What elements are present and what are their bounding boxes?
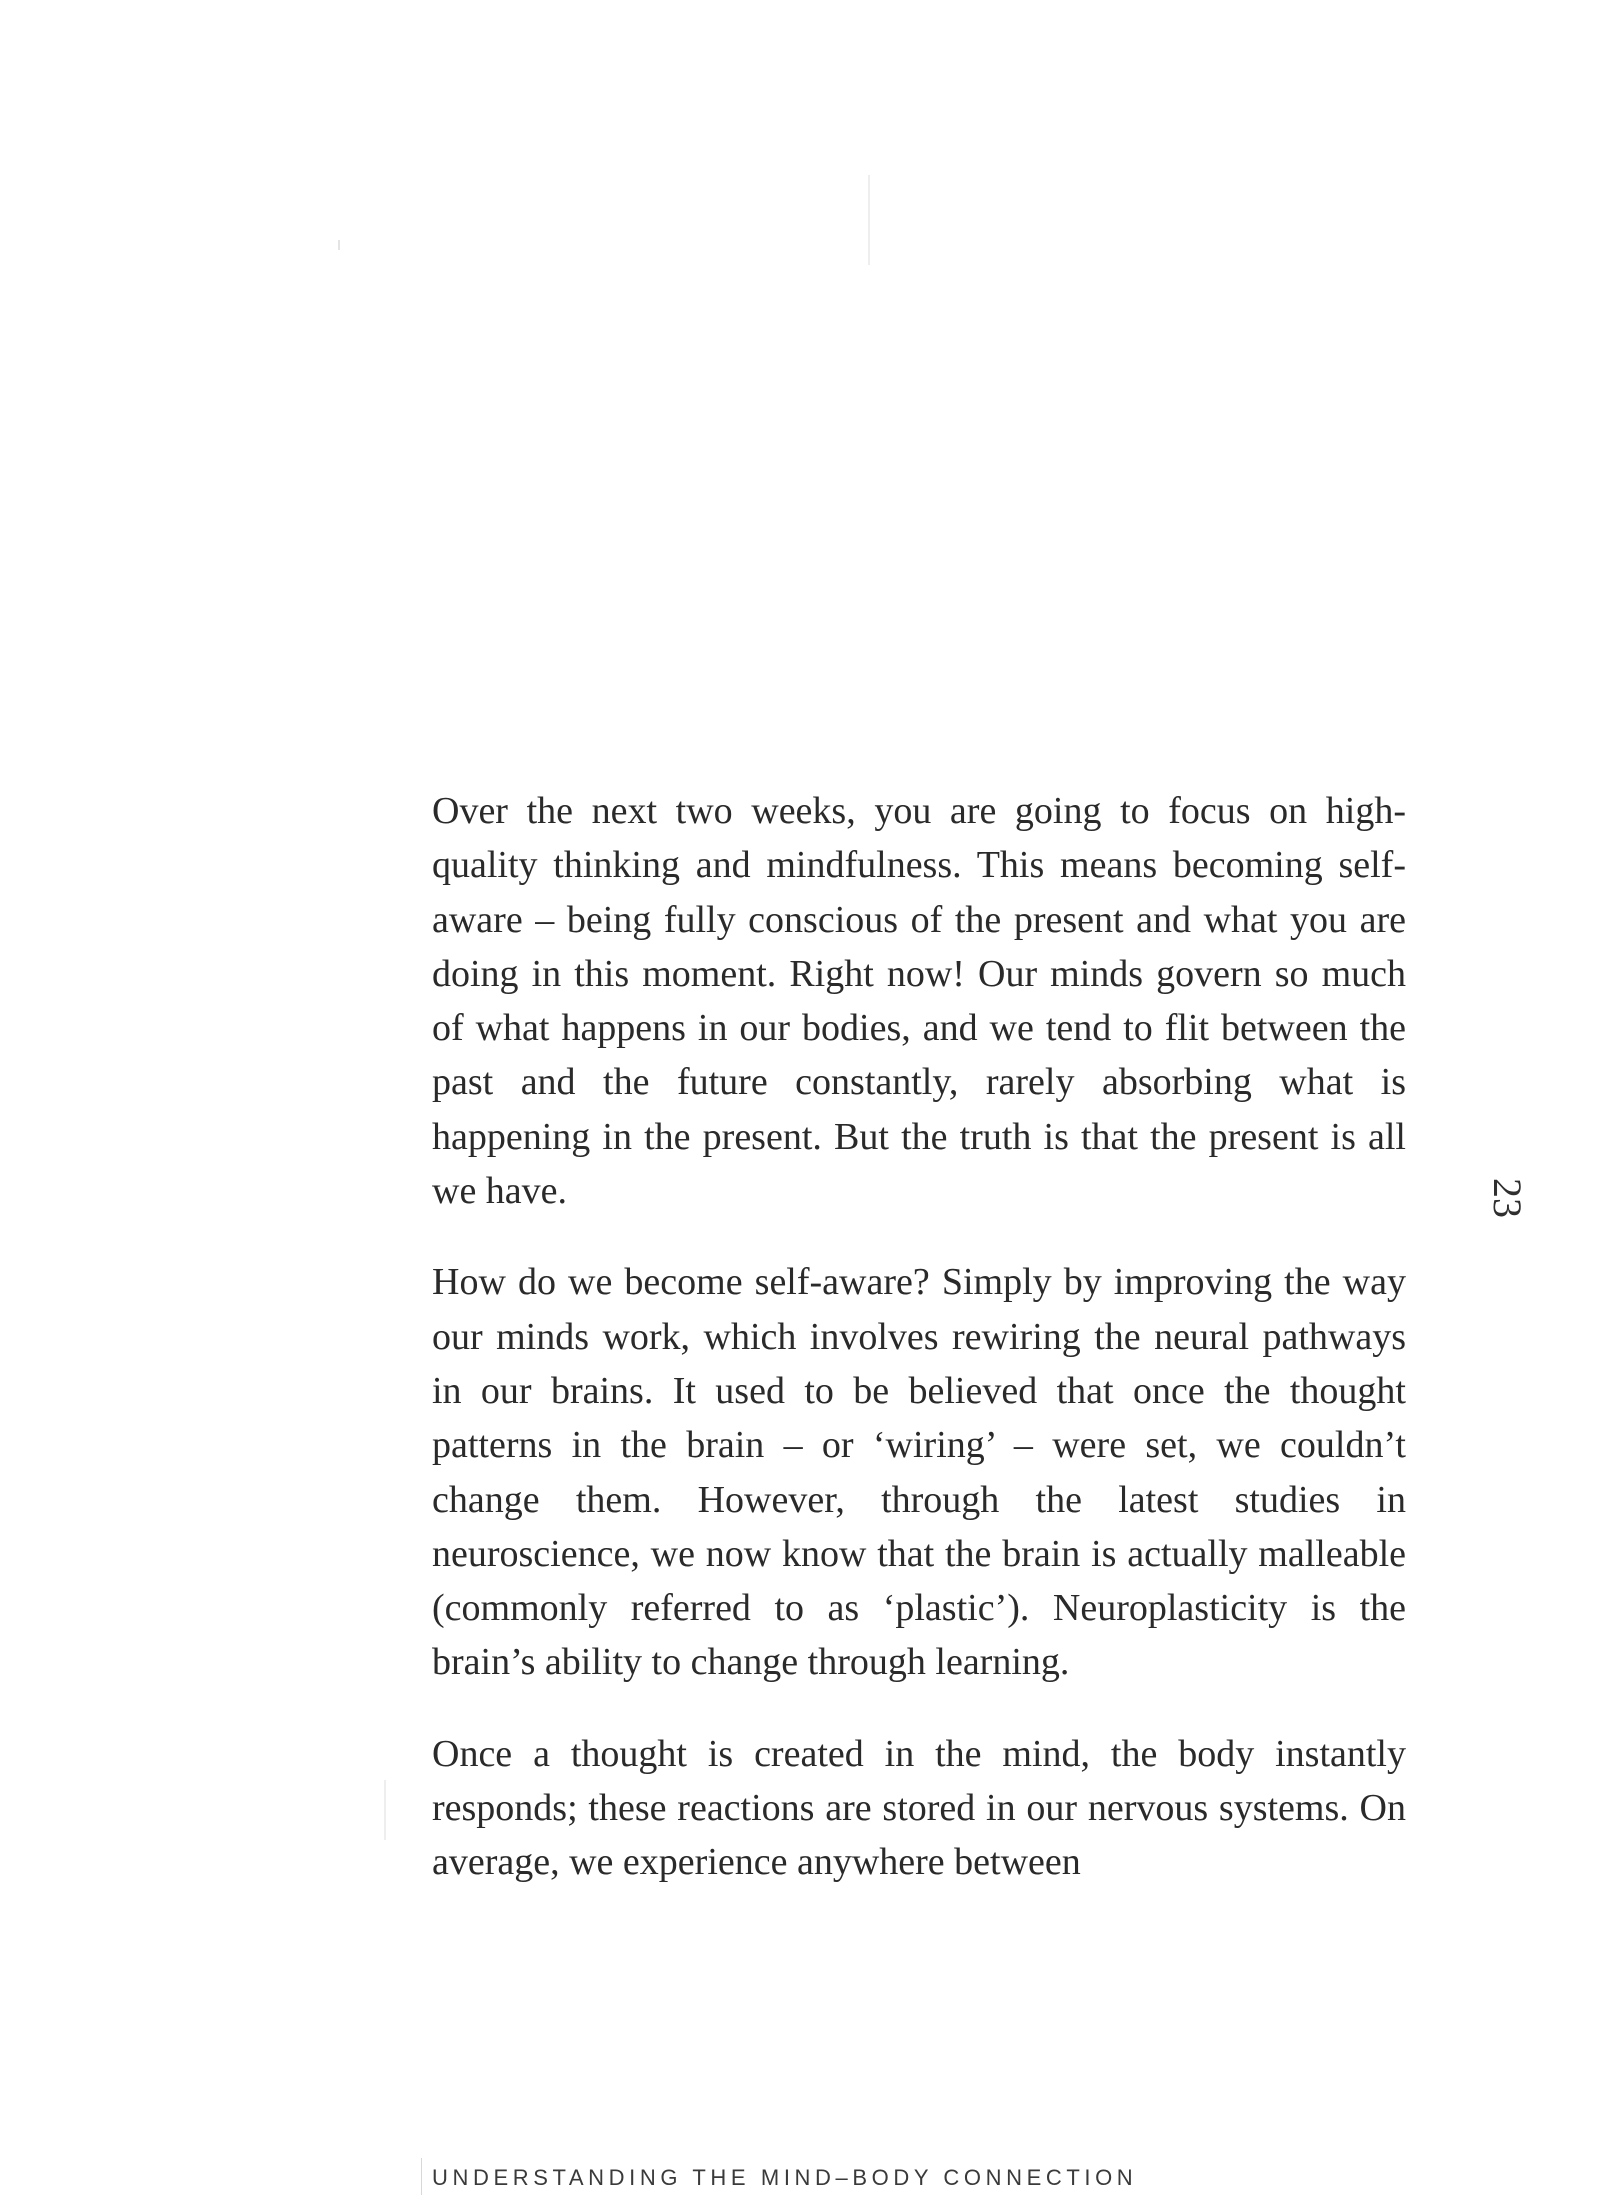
paragraph-3: Once a thought is created in the mind, the body instantly responds; these reactions are stored in our nervous systems. On average, we experience anywhere between (432, 1732, 1406, 1884)
body-text (432, 784, 1406, 1927)
page-number: 23 (1485, 1178, 1530, 1218)
footer-divider (421, 2158, 422, 2195)
paragraph-1: Over the next two weeks, you are going to focus on high-quality thinking and mindfulness. This means becoming self-aware – being fully conscious of the present and what you are doing in this moment. Right now! Our minds govern so much of what happens in our bodies, and we tend to flit between the past and the future constantly, rarely absorbing what is happening in the present. But the truth is that the present is all we have. (432, 790, 1406, 1213)
paragraph-2: How do we become self-aware? Simply by improving the way our minds work, which involves rewiring the neural pathways in our brains. It used to be believed that once the thought patterns in the brain – or ‘wiring’ – were set, we couldn’t change them. However, through the latest studies in neuroscience, we now know that the brain is actually malleable (commonly referred to as ‘plastic’). Neuroplasticity is the brain’s ability to change through learning. (432, 1261, 1406, 1684)
scan-mark (338, 240, 340, 250)
scan-mark (868, 175, 870, 265)
scan-mark (384, 1780, 386, 1840)
running-footer: UNDERSTANDING THE MIND–BODY CONNECTION (432, 2165, 1138, 2190)
